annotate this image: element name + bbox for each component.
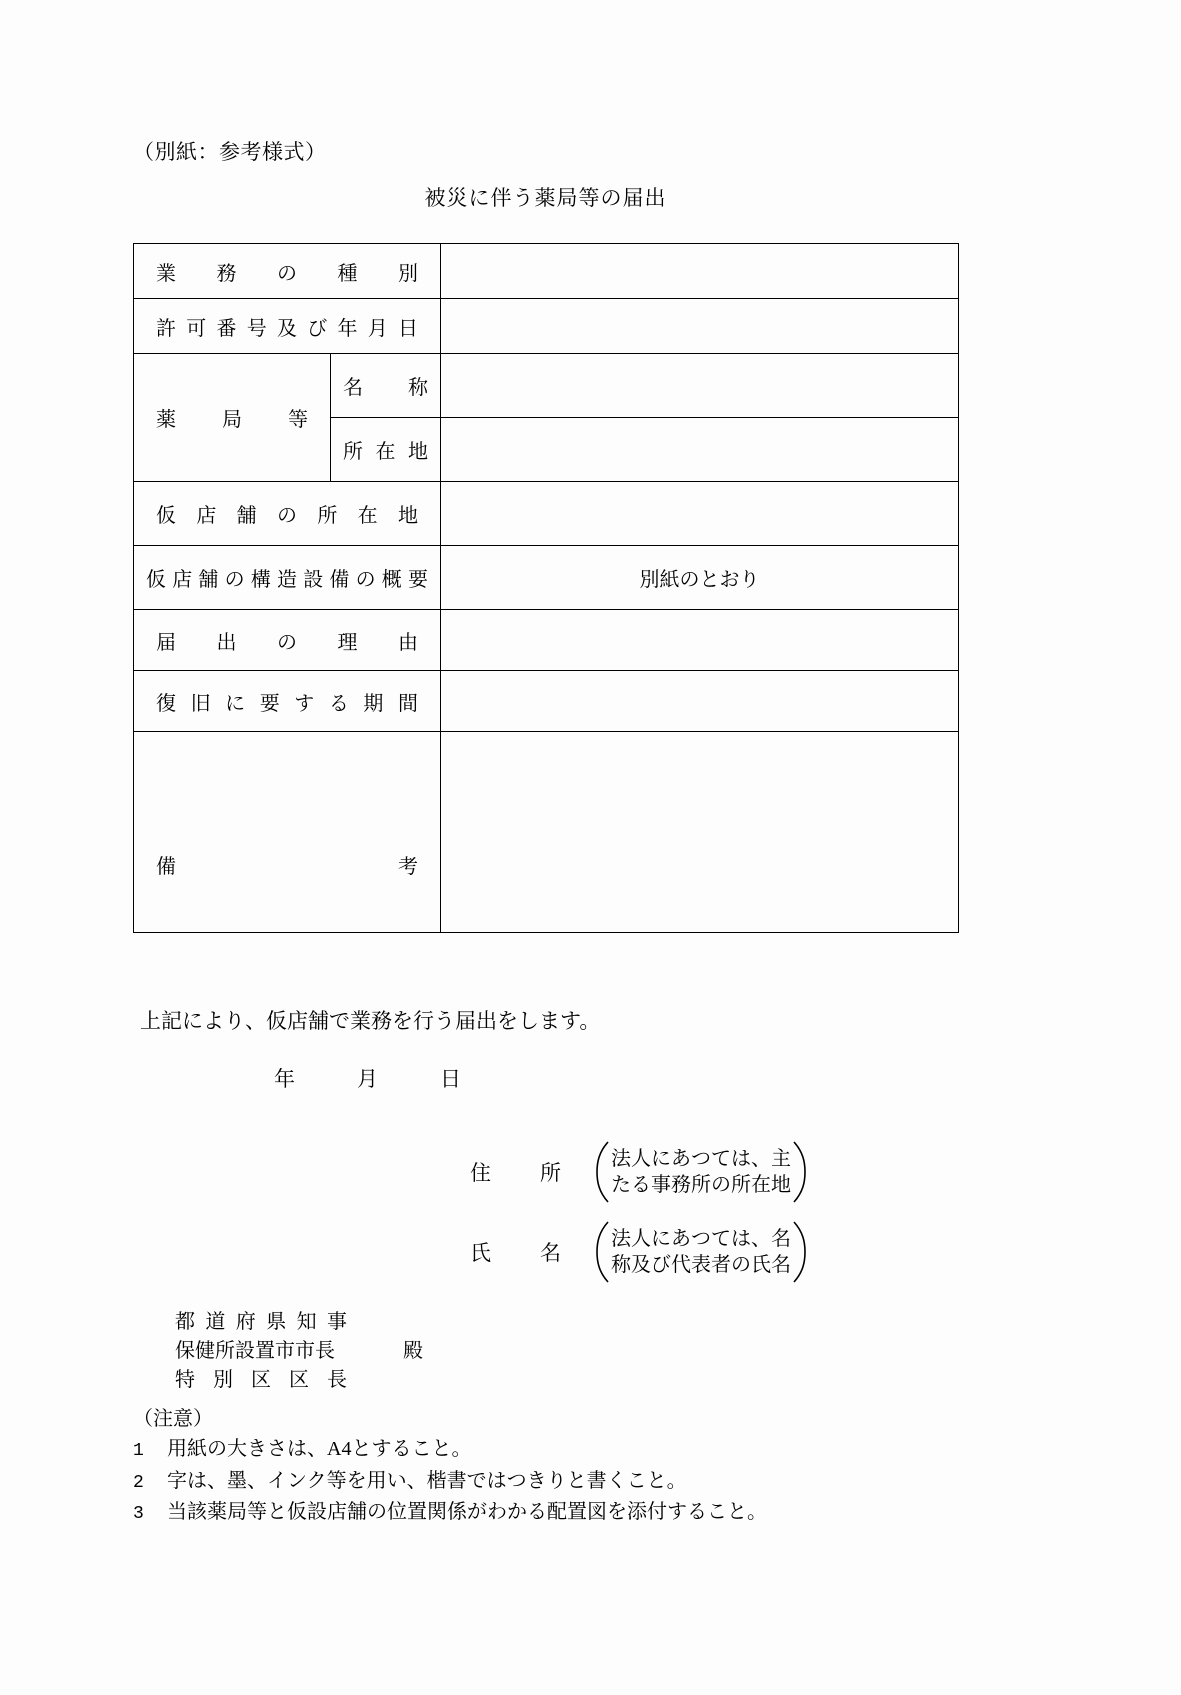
note-number: 2 (133, 1472, 144, 1493)
date-day-label: 日 (440, 1067, 461, 1091)
addressee-line-health-center-city-mayor: 保健所設置市市長 殿 (175, 1337, 423, 1366)
name-note-line2: 称及び代表者の氏名 (611, 1254, 791, 1276)
table-row (134, 671, 959, 732)
addressee-line-special-ward-head: 特別区区長 (175, 1369, 347, 1391)
row-value-reason[interactable] (441, 610, 959, 671)
row-label-pharmacy: 薬局等 (134, 354, 331, 482)
row-label-temp-store-address: 仮店舗の所在地 (134, 482, 441, 546)
left-paren-icon (593, 1220, 611, 1284)
address-label: 住 所 (470, 1161, 575, 1185)
address-note-line2: たる事務所の所在地 (611, 1174, 791, 1196)
form-reference-label: （別紙：参考様式） (133, 140, 327, 164)
row-value-pharmacy-address[interactable] (441, 418, 959, 482)
row-label-recovery-period: 復旧に要する期間 (134, 671, 441, 732)
row-value-business-type[interactable] (441, 244, 959, 299)
row-label-pharmacy-name: 名称 (331, 354, 441, 418)
note-text: 字は、墨、インク等を用い、楷書ではつきりと書くこと。 (167, 1469, 687, 1492)
address-note-line1: 法人にあつては、主 (611, 1147, 791, 1170)
note-item (133, 1434, 767, 1465)
name-note-bracket (593, 1220, 809, 1284)
document-title: 被災に伴う薬局等の届出 (424, 186, 667, 210)
name-note-line1: 法人にあつては、名 (611, 1227, 791, 1250)
row-label-temp-store-structure: 仮店舗の構造設備の概要 (134, 546, 441, 610)
name-label: 氏 名 (470, 1241, 575, 1265)
row-value-temp-store-address[interactable] (441, 482, 959, 546)
table-row (134, 244, 959, 299)
notes-block (133, 1404, 767, 1528)
name-note-text (611, 1226, 791, 1279)
row-value-remarks[interactable] (441, 732, 959, 933)
row-value-recovery-period[interactable] (441, 671, 959, 732)
note-number: 3 (133, 1504, 144, 1525)
left-paren-icon (593, 1140, 611, 1204)
table-row (134, 482, 959, 546)
row-label-reason: 届出の理由 (134, 610, 441, 671)
notes-heading: （注意） (133, 1408, 213, 1430)
addressee-line-prefecture-governor: 都道府県知事 (175, 1311, 347, 1333)
row-value-license-number-date[interactable] (441, 299, 959, 354)
row-value-temp-store-structure[interactable]: 別紙のとおり (441, 546, 959, 610)
right-paren-icon (791, 1220, 809, 1284)
name-signature-row (470, 1220, 809, 1284)
note-item (133, 1466, 767, 1497)
address-note-text (611, 1146, 791, 1199)
date-year-label: 年 (274, 1067, 295, 1091)
notification-form-table (133, 243, 959, 933)
table-row (134, 354, 959, 418)
row-label-license-number-date: 許可番号及び年月日 (134, 299, 441, 354)
table-row (134, 610, 959, 671)
row-label-pharmacy-address: 所在地 (331, 418, 441, 482)
date-line (274, 1063, 461, 1093)
address-note-bracket (593, 1140, 809, 1204)
table-row (134, 732, 959, 933)
note-item (133, 1497, 767, 1528)
row-label-remarks: 備考 (134, 732, 441, 933)
date-month-label: 月 (357, 1067, 378, 1091)
table-row (134, 299, 959, 354)
row-label-business-type: 業務の種別 (134, 244, 441, 299)
right-paren-icon (791, 1140, 809, 1204)
note-text: 用紙の大きさは、A4とすること。 (167, 1438, 472, 1461)
addressee-block (175, 1308, 423, 1395)
declaration-statement: 上記により、仮店舗で業務を行う届出をします。 (140, 1009, 601, 1033)
note-text: 当該薬局等と仮設店舗の位置関係がわかる配置図を添付すること。 (167, 1501, 767, 1524)
note-number: 1 (133, 1441, 144, 1462)
address-signature-row (470, 1140, 809, 1204)
addressee-honorific: 殿 (403, 1340, 423, 1362)
row-value-pharmacy-name[interactable] (441, 354, 959, 418)
table-row (134, 546, 959, 610)
